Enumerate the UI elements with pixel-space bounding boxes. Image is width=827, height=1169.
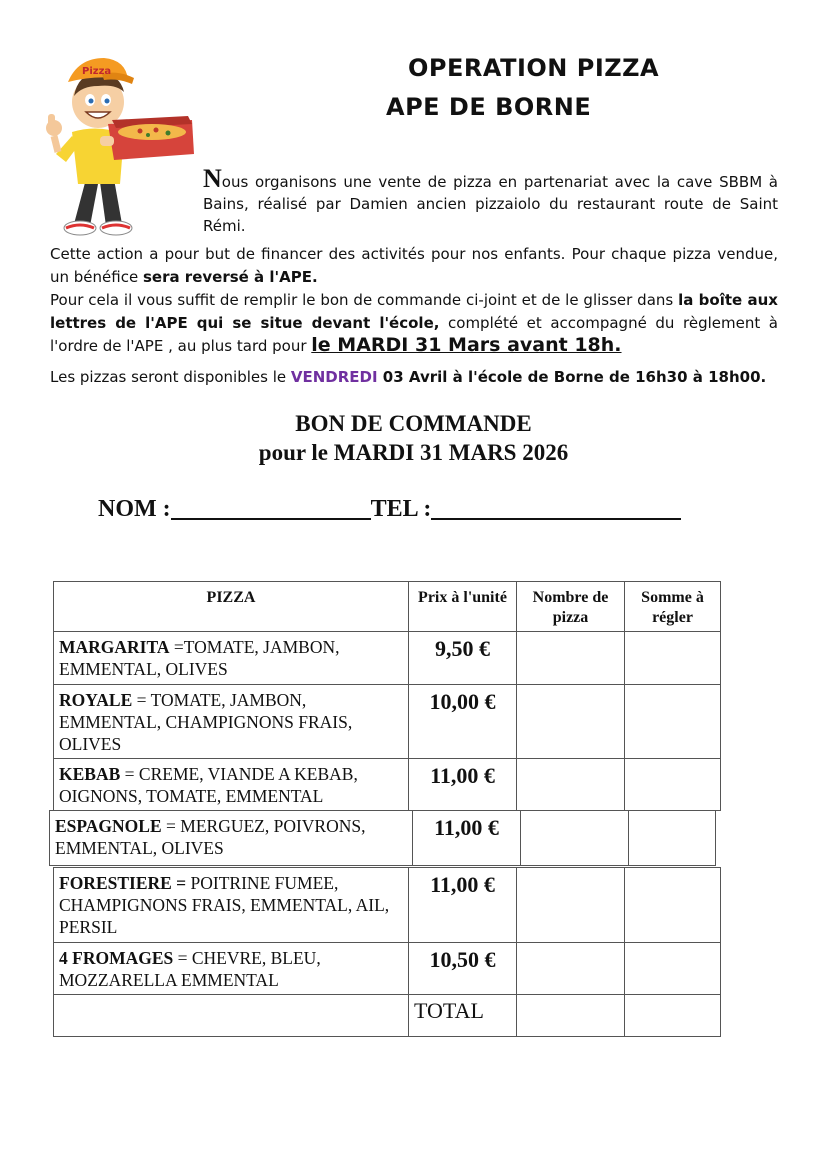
purpose-text: Cette action a pour but de financer des activités pour nos enfants. Pour chaque pizza vendue, un bénéfice	[50, 245, 778, 286]
pickup-details: 03 Avril à l'école de Borne de 16h30 à 18h00.	[377, 368, 767, 386]
pizza-ingredients: CREME, VIANDE A KEBAB, OIGNONS, TOMATE, EMMENTAL	[59, 764, 358, 806]
pizza-ingredients: TOMATE, JAMBON, EMMENTAL, OLIVES	[59, 637, 340, 679]
price-cell: 10,00 €	[408, 684, 517, 759]
nom-label: NOM :	[98, 496, 171, 522]
pizza-sep: =	[173, 948, 192, 968]
instructions-paragraph	[50, 289, 778, 358]
pizza-row-margarita	[53, 631, 409, 685]
qty-input-cell[interactable]	[516, 684, 625, 759]
instructions-text-a: Pour cela il vous suffit de remplir le bon de commande ci-joint et de le glisser dans	[50, 291, 679, 309]
pizza-name: ESPAGNOLE	[55, 816, 162, 836]
sum-input-cell[interactable]	[624, 631, 721, 685]
header-pizza: PIZZA	[53, 581, 409, 632]
pizza-name: FORESTIERE =	[59, 873, 187, 893]
pizza-ingredients: MERGUEZ, POIVRONS, EMMENTAL, OLIVES	[55, 816, 366, 858]
intro-paragraph	[203, 164, 778, 237]
pizza-ingredients: POITRINE FUMEE, CHAMPIGNONS FRAIS, EMMENTAL, AIL, PERSIL	[59, 873, 390, 937]
cap-logo-text: Pizza	[82, 66, 112, 77]
order-form-title: BON DE COMMANDE	[295, 411, 532, 436]
mailbox-location: la boîte aux lettres de l'APE qui se situe devant l'école,	[50, 291, 778, 332]
header-price: Prix à l'unité	[408, 581, 517, 632]
main-title: OPERATION PIZZA	[408, 54, 660, 82]
pizza-ingredients: CHEVRE, BLEU, MOZZARELLA EMMENTAL	[59, 948, 321, 990]
pizza-name: MARGARITA	[59, 637, 170, 657]
pickup-day: VENDREDI	[290, 368, 378, 386]
qty-input-cell[interactable]	[516, 758, 625, 811]
header-qty: Nombre de pizza	[516, 581, 625, 632]
sum-input-cell[interactable]	[624, 684, 721, 759]
sum-input-cell[interactable]	[624, 867, 721, 943]
total-label: TOTAL	[408, 994, 517, 1037]
price-cell: 9,50 €	[408, 631, 517, 685]
qty-input-cell[interactable]	[516, 942, 625, 995]
pizza-name: 4 FROMAGES	[59, 948, 174, 968]
order-form-subtitle: pour le MARDI 31 MARS 2026	[258, 440, 569, 465]
pizza-ingredients: TOMATE, JAMBON, EMMENTAL, CHAMPIGNONS FRAIS, OLIVES	[59, 690, 353, 754]
pizza-sep: =	[132, 690, 151, 710]
pizza-name: KEBAB	[59, 764, 121, 784]
qty-input-cell[interactable]	[516, 631, 625, 685]
pizza-boy-illustration	[38, 44, 198, 244]
intro-text: ous organisons une vente de pizza en partenariat avec la cave SBBM à Bains, réalisé par Damien ancien pizzaiolo du restaurant route de Saint Rémi.	[203, 173, 778, 235]
qty-input-cell[interactable]	[516, 867, 625, 943]
pickup-paragraph	[50, 366, 778, 389]
tel-label: TEL :	[370, 496, 432, 522]
deadline-date: le MARDI 31 Mars avant 18h.	[311, 334, 622, 356]
sum-input-cell[interactable]	[624, 758, 721, 811]
pizza-sep: =	[169, 637, 184, 657]
nom-input-line[interactable]	[171, 494, 371, 520]
purpose-bold: sera reversé à l'APE.	[142, 267, 318, 286]
pizza-row-espagnole	[49, 810, 413, 866]
purpose-paragraph	[50, 243, 778, 288]
price-cell: 10,50 €	[408, 942, 517, 995]
price-cell: 11,00 €	[408, 867, 517, 943]
total-blank-cell	[53, 994, 409, 1037]
price-cell: 11,00 €	[408, 758, 517, 811]
pizza-row-royale	[53, 684, 409, 759]
pizza-name: ROYALE	[59, 690, 133, 710]
total-qty-cell[interactable]	[516, 994, 625, 1037]
header-sum: Somme à régler	[624, 581, 721, 632]
sub-title: APE DE BORNE	[386, 93, 592, 121]
sum-input-cell[interactable]	[628, 810, 716, 866]
sum-input-cell[interactable]	[624, 942, 721, 995]
pizza-sep: =	[120, 764, 139, 784]
instructions-text-b: complété et accompagné du règlement à l'ordre de l'APE , au plus tard pour	[50, 313, 778, 355]
contact-fields	[98, 494, 681, 523]
total-sum-cell[interactable]	[624, 994, 721, 1037]
pizza-row-kebab	[53, 758, 409, 811]
qty-input-cell[interactable]	[520, 810, 629, 866]
pizza-row-forestiere	[53, 867, 409, 943]
tel-input-line[interactable]	[431, 494, 681, 520]
pizza-sep: =	[161, 816, 181, 836]
price-cell: 11,00 €	[412, 810, 521, 866]
pickup-text: Les pizzas seront disponibles le	[50, 368, 291, 386]
pizza-row-4-fromages	[53, 942, 409, 995]
drop-cap: N	[203, 164, 222, 193]
